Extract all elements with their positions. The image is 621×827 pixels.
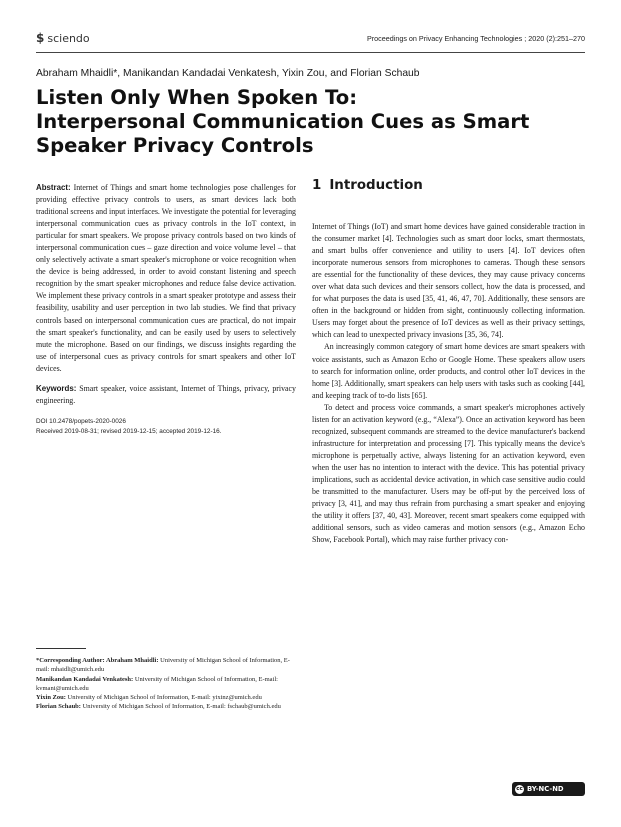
footnote-text: University of Michigan School of Information, E-mail: yixinz@umich.edu — [67, 694, 262, 702]
license-text: BY-NC-ND — [527, 785, 564, 793]
article-metadata — [36, 417, 296, 438]
footnote-label: Florian Schaub: — [36, 703, 81, 711]
footnote — [36, 702, 302, 711]
footnote-label: Yixin Zou: — [36, 694, 66, 702]
keywords — [36, 383, 296, 407]
received-dates: Received 2019-08-31; revised 2019-12-15; accepted 2019-12-16. — [36, 428, 222, 436]
right-column — [312, 178, 585, 546]
footnote-text: University of Michigan School of Information, E-mail: kvmani@umich.edu — [36, 675, 278, 692]
left-column — [36, 182, 296, 438]
footnote-text: University of Michigan School of Information, E-mail: fschaub@umich.edu — [82, 703, 281, 711]
doi-link[interactable]: DOI 10.2478/popets-2020-0026 — [36, 417, 126, 425]
license-badge[interactable] — [512, 782, 585, 796]
publisher-name: sciendo — [47, 31, 90, 45]
footnote — [36, 656, 302, 675]
keywords-label: Keywords: — [36, 383, 77, 393]
publisher-logo — [36, 31, 90, 45]
journal-citation: Proceedings on Privacy Enhancing Technologies ; 2020 (2):251–270 — [366, 34, 585, 43]
author-list: Abraham Mhaidli*, Manikandan Kandadai Venkatesh, Yixin Zou, and Florian Schaub — [36, 68, 420, 79]
footnote-text: University of Michigan School of Information, E-mail: mhaidli@umich.edu — [36, 657, 290, 674]
section-title: Introduction — [329, 178, 423, 193]
page-header — [36, 30, 585, 53]
footnote — [36, 693, 302, 702]
title-line: Listen Only When Spoken To: — [36, 86, 358, 109]
body-paragraph: An increasingly common category of smart home devices are smart speakers with voice assistants, such as Amazon Echo or Google Home. These speakers allow users to search for information online, order products, and control other IoT devices in the home [3]. Additionally, smart speakers can help users with tasks such as cooking [44], and keeping track of to-do lists [65]. — [312, 342, 585, 400]
abstract-label: Abstract: — [36, 183, 71, 192]
section-heading — [312, 178, 585, 193]
footnote — [36, 675, 302, 694]
footnote-label: Manikandan Kandadai Venkatesh: — [36, 675, 134, 683]
body-paragraph: To detect and process voice commands, a smart speaker's microphones actively listen for an activation keyword (e.g., “Alexa”). Once an activation keyword has been recognized, subsequent commands are streamed to the device manufacturer's backend infrastructure for interpretation and processing [7]. This typically means the device's microphone is perpetually active, always listening for an activation keyword, even when the user has no intention to interact with the device. This has potential privacy implications, such as accidental device activation, in which case sensitive audio could be transmitted to the manufacturer. Users may be off-put by the perceived loss of privacy [3, 41], and may thus refrain from purchasing a smart speaker and enjoying the utility it offers [37, 40, 43]. Moreover, recent smart speakers come equipped with additional sensors, such as video cameras and motion sensors (e.g., Amazon Echo Show, Facebook Portal), which may raise further privacy con- — [312, 402, 585, 545]
creative-commons-icon: cc — [514, 784, 525, 795]
footnote-label: *Corresponding Author: Abraham Mhaidli: — [36, 657, 159, 664]
paper-title — [36, 86, 596, 158]
abstract-text: Internet of Things and smart home technologies pose challenges for providing effective privacy controls to users, as smart devices lack both traditional screens and input interfaces. We investigate the potential for leveraging interpersonal communication cues as privacy controls in the IoT context, in particular for smart speakers. We propose privacy controls based on two kinds of interpersonal communication cues – gaze direction and voice volume level – that only selectively activate a smart speaker's microphone or voice recognition when the device is being addressed, in order to avoid constant listening and speech recognition by the smart speaker microphones and reduce false device activation. We implement these privacy controls in a smart speaker prototype and assess their feasibility, usability and user perception in two lab studies. We find that privacy controls based on interpersonal communication cues are practical, do not impair the smart speaker's functionality, and can be easily used by users to selectively mute the microphone. Based on our findings, we discuss insights regarding the use of interpersonal cues as privacy controls for smart speakers and other IoT devices. — [36, 183, 296, 373]
body-paragraph: Internet of Things (IoT) and smart home devices have gained considerable traction in the consumer market [4]. Technologies such as smart door locks, smart thermostats, and smart bulbs offer convenience and utility to users [4]. IoT devices often incorporate numerous sensors from microphones to cameras. Though these sensors are essential for the functionality of these devices, they may cause privacy concerns over what data such devices and their sensors collect, how the data is processed, and for what purposes the data is used [35, 41, 46, 47, 70]. Additionally, these sensors are often in the background or hidden from sight, continuously collecting information. Users may forget about the presence of IoT devices as well as their privacy settings, which can lead to unexpected privacy invasions [35, 36, 74]. — [312, 222, 585, 340]
abstract — [36, 182, 296, 375]
title-line: Speaker Privacy Controls — [36, 134, 314, 157]
title-line: Interpersonal Communication Cues as Smart — [36, 110, 530, 133]
section-number: 1 — [312, 178, 322, 193]
keywords-text: Smart speaker, voice assistant, Internet of Things, privacy, privacy engineering. — [36, 383, 296, 405]
footnote-divider — [36, 648, 86, 649]
author-footnotes — [36, 656, 302, 712]
sciendo-s-icon: $ — [36, 31, 45, 45]
